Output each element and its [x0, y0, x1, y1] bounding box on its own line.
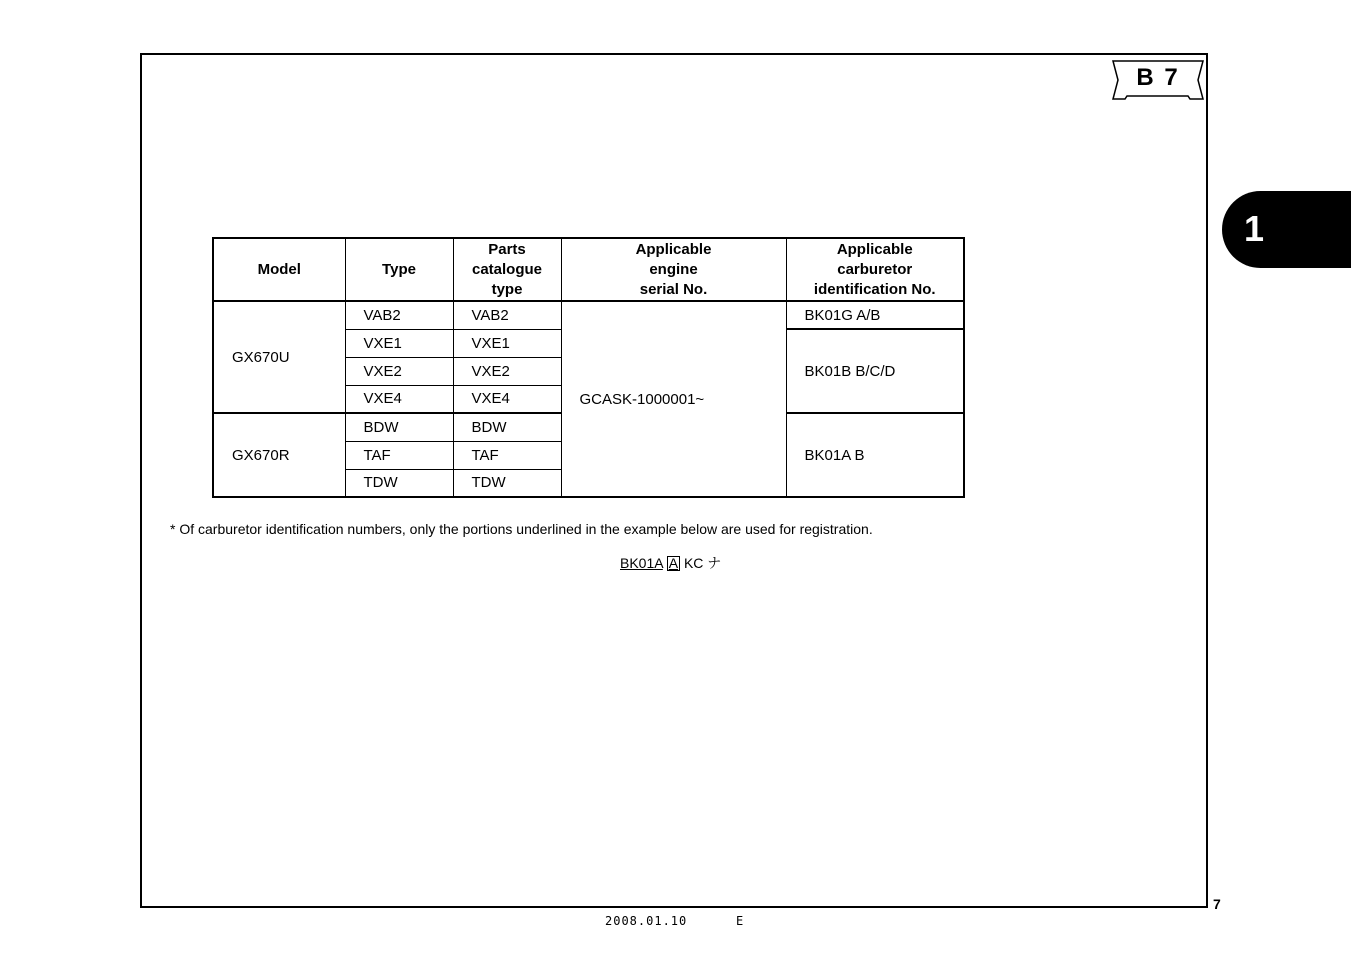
type-cell: VXE4	[345, 385, 453, 413]
footnote: * Of carburetor identification numbers, only the portions underlined in the example below are used for registration.	[170, 521, 873, 537]
model-cell: GX670R	[213, 413, 345, 497]
header-carb-line-1: Applicable	[836, 240, 913, 258]
header-carb-line-3: identification No.	[813, 280, 936, 298]
type-cell: TAF	[345, 441, 453, 469]
example-boxed-letter: A	[668, 555, 679, 571]
chapter-tab	[1222, 191, 1351, 268]
section-code: B 7	[1136, 64, 1180, 91]
page-number: 7	[1213, 896, 1221, 912]
type-cell: VAB2	[345, 301, 453, 329]
header-engine-line-3: serial No.	[639, 280, 708, 298]
type-cell: TDW	[345, 469, 453, 497]
header-type: Type	[345, 238, 453, 301]
header-model: Model	[213, 238, 345, 301]
header-engine-line-1: Applicable	[635, 240, 712, 258]
footer-date: 2008.01.10	[605, 914, 688, 928]
model-cell: GX670U	[213, 301, 345, 413]
footer-language-code: E	[736, 914, 744, 928]
header-carb-line-2: carburetor	[837, 260, 913, 278]
parts-type-cell: VAB2	[453, 301, 561, 329]
type-cell: VXE1	[345, 329, 453, 357]
example-kana: ナ	[707, 555, 722, 571]
carburetor-id-example	[620, 553, 721, 573]
type-cell: BDW	[345, 413, 453, 441]
engine-serial-cell: GCASK-1000001~	[561, 301, 786, 497]
parts-type-cell: VXE2	[453, 357, 561, 385]
header-engine-line-2: engine	[649, 260, 698, 278]
table-header-row	[213, 238, 964, 301]
carburetor-id-cell: BK01B B/C/D	[786, 329, 964, 413]
parts-type-cell: VXE4	[453, 385, 561, 413]
parts-type-cell: TAF	[453, 441, 561, 469]
example-suffix: KC	[683, 555, 704, 571]
carburetor-id-cell: BK01G A/B	[786, 301, 964, 329]
chapter-number: 1	[1244, 208, 1265, 249]
carburetor-id-cell: BK01A B	[786, 413, 964, 497]
table-row	[213, 301, 964, 329]
header-parts-line-1: Parts	[488, 240, 526, 258]
parts-type-cell: BDW	[453, 413, 561, 441]
example-underlined-code: BK01A	[620, 555, 663, 571]
header-parts-line-2: catalogue	[471, 260, 543, 278]
header-parts-line-3: type	[491, 280, 523, 298]
header-engine-serial	[561, 238, 786, 301]
parts-type-cell: TDW	[453, 469, 561, 497]
section-tab	[1112, 60, 1204, 101]
carburetor-spec-table	[212, 237, 965, 498]
parts-type-cell: VXE1	[453, 329, 561, 357]
header-parts-catalogue-type	[453, 238, 561, 301]
type-cell: VXE2	[345, 357, 453, 385]
header-carburetor-id	[786, 238, 964, 301]
